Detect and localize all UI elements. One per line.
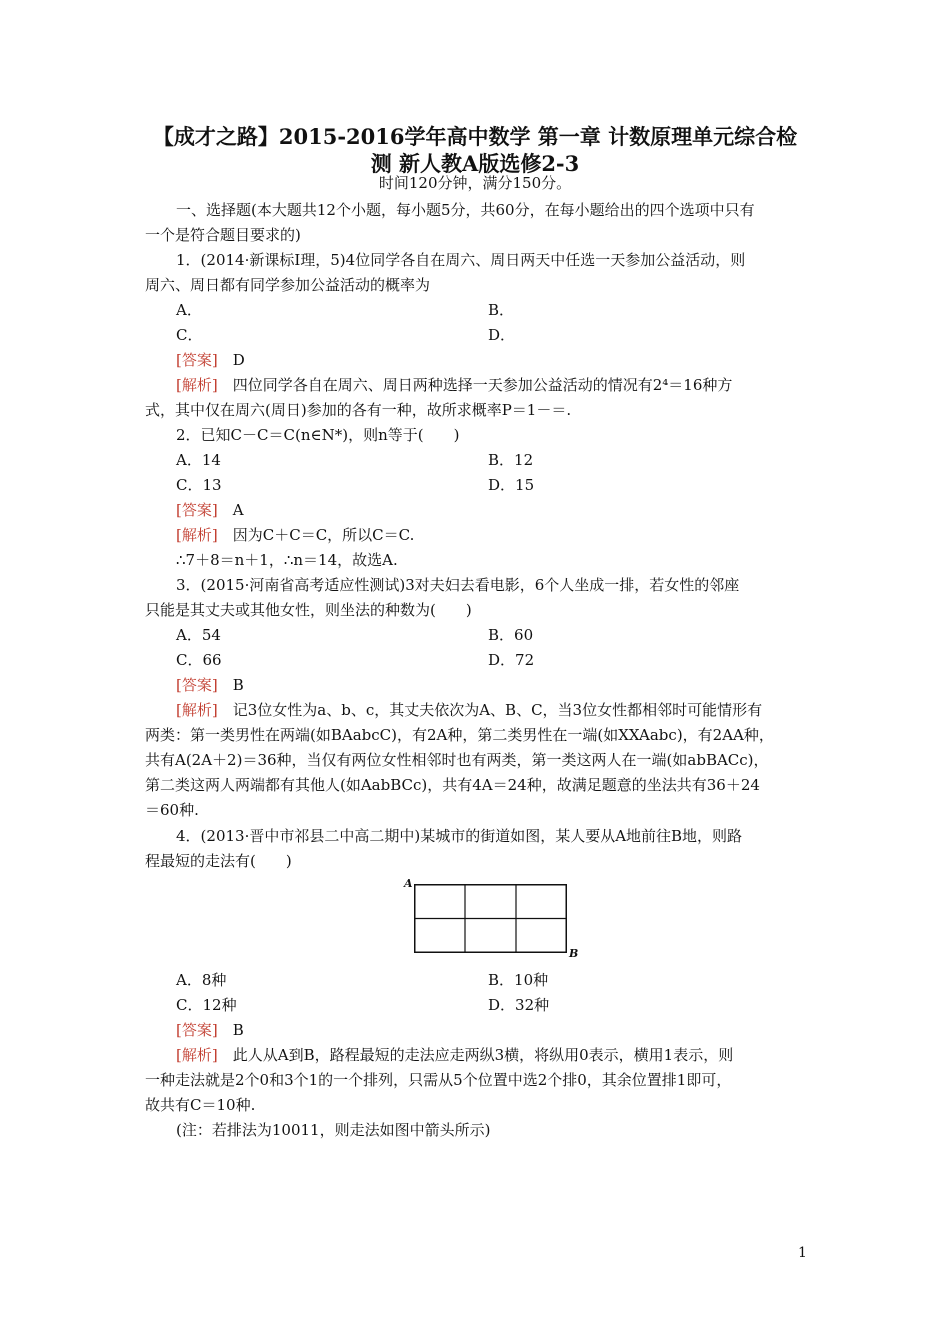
analysis-tag: [解析] — [176, 701, 218, 719]
q3-analysis-line2: 两类：第一类男性在两端(如BAabcC)，有2A种，第二类男性在一端(如XXAabc)，有2AA种， — [145, 726, 774, 744]
q3-option-c: C．66 — [176, 651, 222, 669]
q4-stem-line1: 4．(2013·晋中市祁县二中高二期中)某城市的街道如图，某人要从A地前往B地，则路 — [176, 827, 743, 845]
q3-answer — [176, 675, 244, 695]
street-grid-label-b: B — [569, 947, 579, 960]
q3-stem-line2: 只能是其丈夫或其他女性，则坐法的种数为( ) — [145, 601, 472, 619]
q1-answer — [176, 350, 245, 370]
q4-note: (注：若排法为10011，则走法如图中箭头所示) — [176, 1121, 491, 1139]
q2-option-b: B．12 — [488, 451, 534, 469]
answer-value: A — [232, 501, 244, 519]
analysis-tag: [解析] — [176, 1046, 218, 1064]
q3-option-d: D．72 — [488, 651, 535, 669]
q2-analysis-line1 — [176, 525, 414, 545]
analysis-tag: [解析] — [176, 526, 218, 544]
q4-analysis-line1 — [176, 1045, 733, 1065]
q1-stem-line2: 周六、周日都有同学参加公益活动的概率为 — [145, 276, 431, 294]
q3-analysis-line4: 第二类这两人两端都有其他人(如AabBCc)，共有4A＝24种，故满足题意的坐法共有36＋24 — [145, 776, 760, 794]
page-number: 1 — [798, 1245, 807, 1261]
q1-option-b: B． — [488, 301, 515, 319]
street-grid-label-a: A — [404, 877, 413, 890]
analysis-text: 四位同学各自在周六、周日两种选择一天参加公益活动的情况有2⁴＝16种方 — [232, 376, 733, 394]
q3-analysis-line5: ＝60种. — [145, 801, 199, 819]
q3-stem-line1: 3．(2015·河南省高考适应性测试)3对夫妇去看电影，6个人坐成一排，若女性的邻座 — [176, 576, 740, 594]
q2-analysis-line2: ∴7＋8＝n＋1，∴n＝14，故选A. — [176, 551, 398, 569]
answer-tag: [答案] — [176, 501, 218, 519]
document-title-line2: 测 新人教A版选修2-3 — [370, 151, 580, 176]
q1-option-c: C． — [176, 326, 203, 344]
q4-option-b: B．10种 — [488, 971, 549, 989]
q2-option-d: D．15 — [488, 476, 535, 494]
q4-stem-line2: 程最短的走法有( ) — [145, 852, 292, 870]
q4-analysis-line2: 一种走法就是2个0和3个1的一个排列，只需从5个位置中选2个排0，其余位置排1即可， — [145, 1071, 732, 1089]
answer-value: B — [232, 1021, 244, 1039]
q4-answer — [176, 1020, 244, 1040]
q1-option-d: D． — [488, 326, 516, 344]
answer-tag: [答案] — [176, 1021, 218, 1039]
q3-analysis-line1 — [176, 700, 762, 720]
q4-option-d: D．32种 — [488, 996, 550, 1014]
q4-option-c: C．12种 — [176, 996, 237, 1014]
q2-option-c: C．13 — [176, 476, 222, 494]
document-title-line1: 【成才之路】2015-2016学年高中数学 第一章 计数原理单元综合检 — [152, 124, 798, 149]
q3-option-a: A．54 — [176, 626, 221, 644]
answer-value: D — [232, 351, 245, 369]
q1-analysis-line2: 式，其中仅在周六(周日)参加的各有一种，故所求概率P＝1－＝. — [145, 401, 572, 419]
answer-tag: [答案] — [176, 351, 218, 369]
q4-analysis-line3: 故共有C＝10种. — [145, 1096, 256, 1114]
exam-subtitle: 时间120分钟，满分150分。 — [378, 174, 572, 192]
q4-option-a: A．8种 — [176, 971, 227, 989]
street-grid-figure — [414, 884, 567, 953]
section-heading-line1: 一、选择题(本大题共12个小题，每小题5分，共60分，在每小题给出的四个选项中只有 — [176, 201, 755, 219]
q2-stem: 2．已知C－C＝C(n∈N*)，则n等于( ) — [176, 426, 460, 444]
analysis-text: 此人从A到B，路程最短的走法应走两纵3横，将纵用0表示，横用1表示，则 — [232, 1046, 734, 1064]
section-heading-line2: 一个是符合题目要求的) — [145, 226, 301, 244]
q3-analysis-line3: 共有A(2A＋2)＝36种，当仅有两位女性相邻时也有两类，第一类这两人在一端(如abBACc)， — [145, 751, 769, 769]
analysis-text: 因为C＋C＝C，所以C＝C. — [232, 526, 415, 544]
q1-analysis-line1 — [176, 375, 732, 395]
q2-option-a: A．14 — [176, 451, 221, 469]
answer-tag: [答案] — [176, 676, 218, 694]
answer-value: B — [232, 676, 244, 694]
analysis-text: 记3位女性为a、b、c，其丈夫依次为A、B、C，当3位女性都相邻时可能情形有 — [232, 701, 763, 719]
analysis-tag: [解析] — [176, 376, 218, 394]
q3-option-b: B．60 — [488, 626, 534, 644]
q1-stem-line1: 1．(2014·新课标Ⅰ理，5)4位同学各自在周六、周日两天中任选一天参加公益活动，则 — [176, 251, 746, 269]
q2-answer — [176, 500, 244, 520]
q1-option-a: A． — [176, 301, 202, 319]
